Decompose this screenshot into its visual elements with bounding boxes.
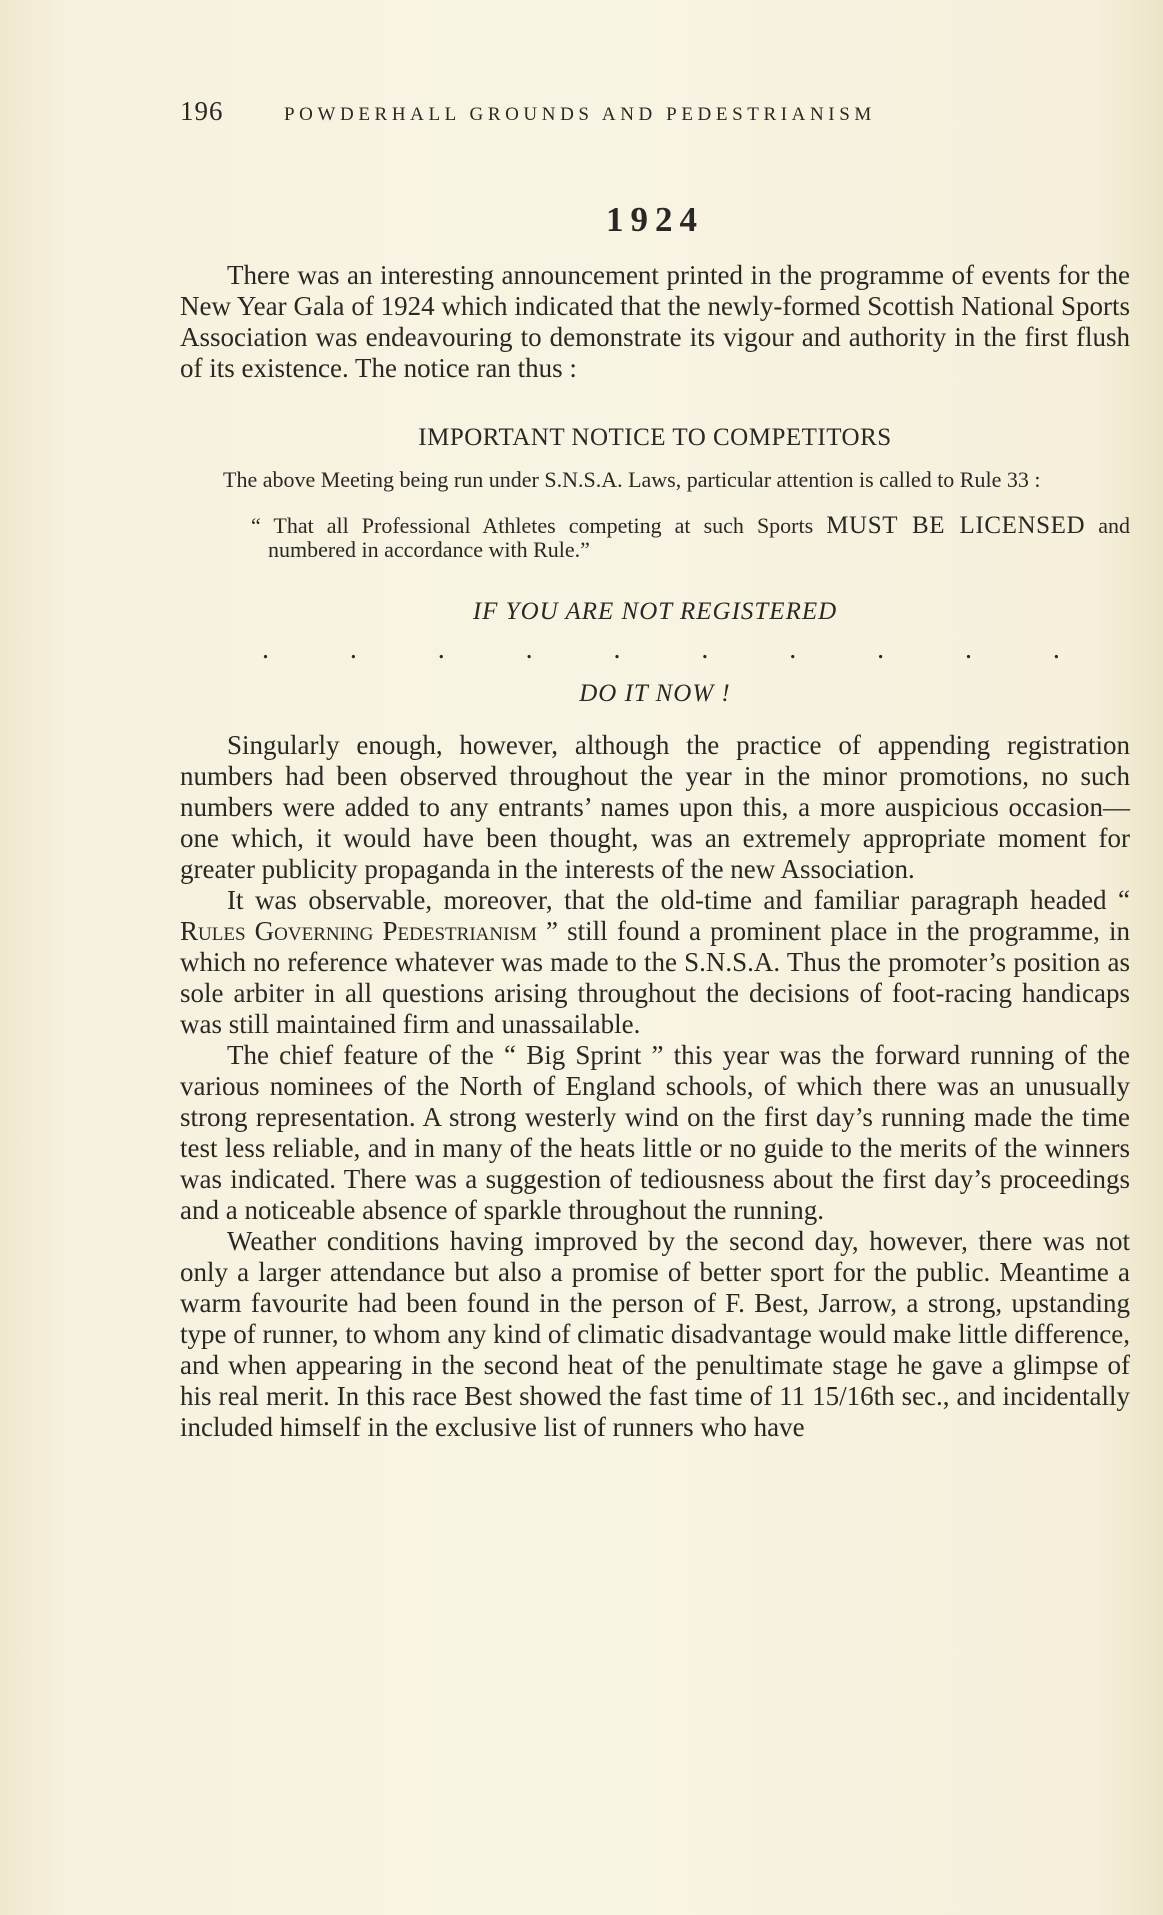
- rule-quote-start: “ That all Professional Athletes competing at such Sports: [251, 513, 827, 538]
- body-paragraph-5: Weather conditions having improved by the second day, however, there was not only a larger attendance but also a promise of better sport for the public. Meantime a warm favourite had been found in the person of F. Best, Jarrow, a strong, upstanding type of runner, to whom any kind of climatic disadvantage would make little difference, and when appearing in the second heat of the penultimate stage he gave a glimpse of his real merit. In this race Best showed the fast time of 11 15/16th sec., and incidentally included himself in the exclusive list of runners who have: [180, 1226, 1130, 1442]
- rules-heading-quote: Rules Governing Pedestrianism: [180, 916, 537, 946]
- dot: .: [525, 634, 533, 665]
- body-paragraph-3: [180, 885, 1130, 1040]
- page-header: [180, 96, 1130, 136]
- dot: .: [349, 634, 357, 665]
- dot: .: [789, 634, 797, 665]
- dot: .: [1052, 634, 1060, 665]
- body-paragraph-2: Singularly enough, however, although the practice of appending registration numbers had been observed throughout the year in the minor promotions, no such numbers were added to any entrants’ names upon this, a more auspicious occasion—one which, it would have been thought, was an extremely appropriate moment for greater publicity propaganda in the interests of the new Association.: [180, 730, 1130, 884]
- dot: .: [877, 634, 885, 665]
- dot: .: [613, 634, 621, 665]
- page-number: 196: [180, 96, 224, 126]
- rule-quote-end: and numbered in accordance with Rule.”: [268, 513, 1130, 562]
- dot: .: [965, 634, 972, 665]
- running-head: POWDERHALL GROUNDS AND PEDESTRIANISM: [284, 104, 876, 125]
- section-title: 1924: [606, 200, 704, 239]
- notice-line-do-it-now: DO IT NOW !: [579, 680, 731, 707]
- dot: .: [701, 634, 709, 665]
- notice-line-not-registered: IF YOU ARE NOT REGISTERED: [472, 598, 838, 625]
- notice-title: IMPORTANT NOTICE TO COMPETITORS: [418, 424, 892, 451]
- ellipsis-dots: [180, 628, 1130, 672]
- paragraph-3-start: It was observable, moreover, that the old-time and familiar paragraph headed “: [227, 885, 1130, 915]
- intro-paragraph: There was an interesting announcement printed in the programme of events for the New Year Gala of 1924 which indicated that the newly-formed Scottish National Sports Association was endeavouring to demonstrate its vigour and authority in the first flush of its existence. The notice ran thus :: [180, 260, 1130, 383]
- notice-body: The above Meeting being run under S.N.S.A. Laws, particular attention is called to Rule 33 :: [223, 467, 1041, 492]
- dot: .: [262, 634, 269, 665]
- paragraph-3-end: ” still found a prominent place in the programme, in which no reference whatever was made to the S.N.S.A. Thus the promoter’s position as sole arbiter in all questions arising throughout the decisions of foot-racing handicaps was still maintained firm and unassailable.: [180, 916, 1130, 1039]
- dot: .: [437, 634, 445, 665]
- body-paragraph-4: The chief feature of the “ Big Sprint ” this year was the forward running of the various nominees of the North of England schools, of which there was an unusually strong representation. A strong westerly wind on the first day’s running made the time test less reliable, and in many of the heats little or no guide to the merits of the winners was indicated. There was a suggestion of tediousness about the first day’s proceedings and a noticeable absence of sparkle throughout the running.: [180, 1040, 1130, 1225]
- rule-quote: [190, 514, 1130, 562]
- rule-quote-emphasis: MUST BE LICENSED: [826, 512, 1086, 539]
- page-content: [180, 198, 1130, 1443]
